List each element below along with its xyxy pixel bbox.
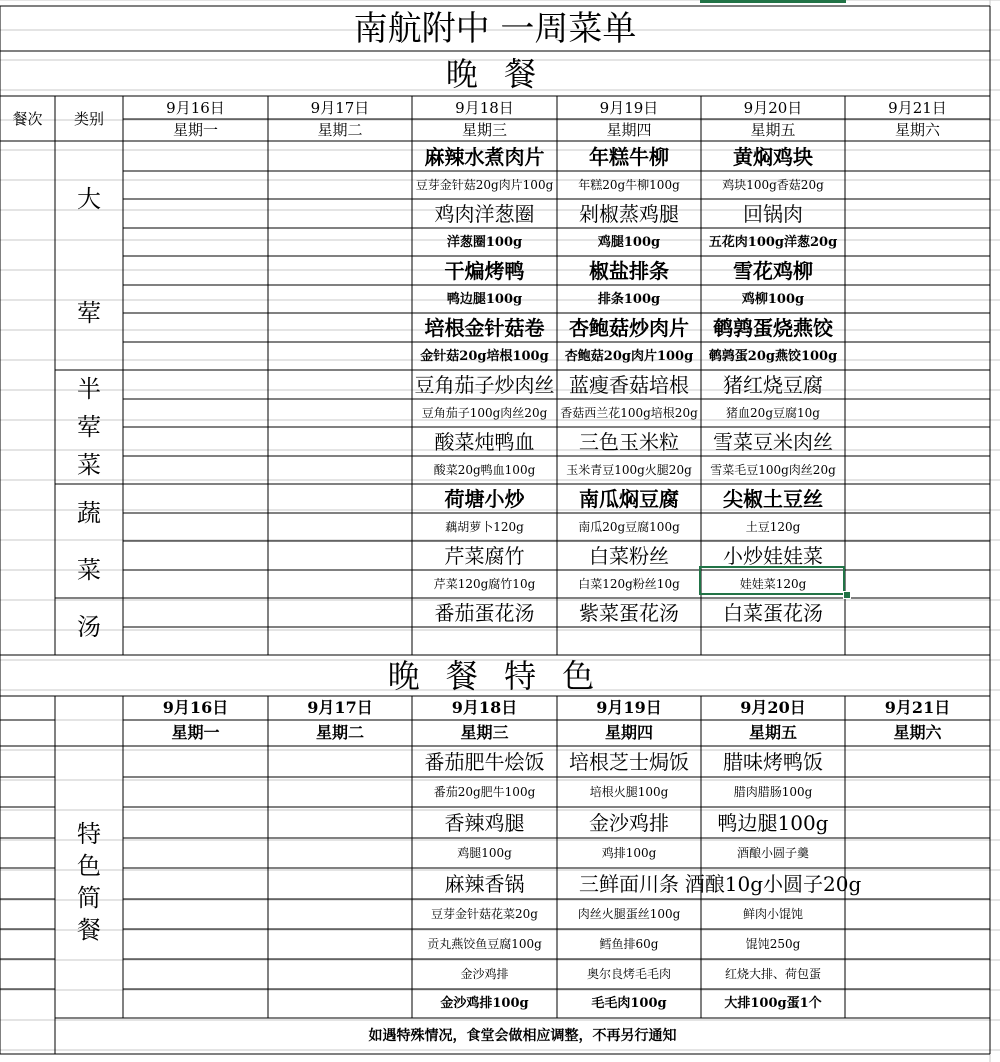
category-char: 色: [77, 852, 101, 880]
menu-cell[interactable]: 小炒娃娃菜: [723, 543, 823, 568]
weekday-header-cell[interactable]: 星期一: [172, 120, 218, 139]
category-cell[interactable]: [55, 598, 123, 655]
weekday-header-cell[interactable]: 星期二: [317, 120, 363, 139]
special-menu-cell[interactable]: 番茄肥牛烩饭: [424, 749, 545, 774]
menu-cell[interactable]: 芹菜腐竹: [444, 543, 525, 568]
special-weekday-header-cell[interactable]: 星期一: [171, 723, 220, 742]
category-char: 菜: [77, 555, 101, 584]
category-char: 菜: [77, 451, 101, 479]
menu-cell[interactable]: 白菜蛋花汤: [723, 600, 823, 625]
notice-text: 如遇特殊情况，食堂会做相应调整，不再另行通知: [368, 1028, 677, 1044]
category-char: 特: [77, 820, 101, 848]
special-menu-cell[interactable]: 三鲜面川条: [579, 871, 679, 896]
menu-cell[interactable]: 豆角茄子炒肉丝: [414, 372, 555, 397]
menu-cell[interactable]: 土豆120g: [745, 520, 801, 534]
menu-cell[interactable]: 培根金针菇卷: [424, 315, 545, 340]
special-weekday-header-cell[interactable]: 星期二: [315, 723, 364, 742]
category-cell[interactable]: [55, 142, 123, 370]
menu-cell[interactable]: 鹌鹑蛋20g燕饺100g: [708, 348, 838, 364]
menu-cell[interactable]: 排条100g: [597, 291, 661, 307]
special-date-header-cell[interactable]: 9月18日: [451, 698, 518, 717]
menu-cell[interactable]: 椒盐排条: [589, 258, 669, 283]
category-char: 蔬: [77, 498, 101, 527]
menu-cell[interactable]: 白菜粉丝: [589, 543, 669, 568]
menu-cell[interactable]: 尖椒土豆丝: [723, 486, 823, 511]
menu-cell[interactable]: 洋葱圈100g: [446, 234, 523, 250]
date-header-cell[interactable]: 9月17日: [310, 98, 370, 117]
meal-header[interactable]: 餐次: [12, 109, 43, 128]
menu-cell[interactable]: 藕胡萝卜120g: [445, 520, 524, 534]
menu-cell[interactable]: 豆芽金针菇20g肉片100g: [415, 178, 554, 192]
special-menu-cell[interactable]: 香辣鸡腿: [444, 810, 525, 835]
special-weekday-header-cell[interactable]: 星期四: [604, 723, 653, 742]
menu-cell[interactable]: 鸡腿100g: [597, 234, 661, 250]
menu-cell[interactable]: 芹菜120g腐竹10g: [433, 577, 536, 591]
menu-cell[interactable]: 鸭边腿100g: [446, 291, 523, 307]
special-menu-cell[interactable]: 金沙鸡排100g: [440, 996, 529, 1011]
menu-cell[interactable]: 酸菜炖鸭血: [434, 429, 535, 454]
special-menu-cell[interactable]: 腊味烤鸭饭: [723, 749, 823, 774]
category-char: 餐: [77, 916, 101, 944]
special-date-header-cell[interactable]: 9月21日: [884, 698, 951, 717]
special-menu-cell[interactable]: 酒酿10g小圆子20g: [684, 871, 862, 896]
menu-cell[interactable]: 回锅肉: [743, 201, 803, 226]
menu-cell[interactable]: 雪花鸡柳: [733, 258, 813, 283]
menu-cell[interactable]: 香菇西兰花100g培根20g: [560, 406, 698, 420]
menu-cell[interactable]: 白菜120g粉丝10g: [578, 577, 680, 591]
menu-cell[interactable]: 南瓜焖豆腐: [579, 486, 679, 511]
menu-cell[interactable]: 鸡柳100g: [741, 291, 805, 307]
special-menu-cell[interactable]: 大排100g蛋1个: [724, 996, 822, 1011]
menu-cell[interactable]: 玉米青豆100g火腿20g: [566, 463, 692, 477]
special-weekday-header-cell[interactable]: 星期三: [460, 723, 509, 742]
menu-cell[interactable]: 荷塘小炒: [444, 486, 525, 511]
menu-cell[interactable]: 五花肉100g洋葱20g: [708, 234, 838, 250]
special-menu-cell[interactable]: 金沙鸡排: [460, 967, 509, 981]
menu-cell[interactable]: 猪血20g豆腐10g: [726, 406, 820, 420]
date-header-cell[interactable]: 9月16日: [166, 98, 225, 117]
column-selection-indicator: [700, 0, 846, 3]
menu-cell[interactable]: 紫菜蛋花汤: [579, 600, 679, 625]
special-weekday-header-cell[interactable]: 星期五: [748, 723, 797, 742]
menu-cell[interactable]: 雪菜毛豆100g肉丝20g: [710, 463, 836, 477]
special-menu-cell[interactable]: 鸡排100g: [601, 846, 657, 860]
special-category-cell[interactable]: [55, 746, 123, 1018]
menu-cell[interactable]: 豆角茄子100g肉丝20g: [421, 406, 548, 420]
special-menu-cell[interactable]: 奥尔良烤毛毛肉: [586, 967, 671, 981]
special-menu-cell[interactable]: 培根芝士焗饭: [569, 749, 689, 774]
weekday-header-cell[interactable]: 星期六: [894, 120, 940, 139]
category-char: 荤: [77, 299, 101, 327]
menu-cell[interactable]: 鸡肉洋葱圈: [434, 201, 535, 226]
weekday-header-cell[interactable]: 星期三: [461, 120, 507, 139]
special-date-header-cell[interactable]: 9月17日: [307, 698, 373, 717]
date-header-cell[interactable]: 9月21日: [888, 98, 947, 117]
menu-cell[interactable]: 黄焖鸡块: [733, 144, 813, 169]
category-char: 简: [77, 884, 101, 912]
special-date-header-cell[interactable]: 9月20日: [740, 698, 806, 717]
menu-cell[interactable]: 年糕20g牛柳100g: [578, 178, 680, 192]
category-char: 汤: [77, 612, 101, 641]
menu-cell[interactable]: 番茄蛋花汤: [434, 600, 535, 625]
menu-cell[interactable]: 猪红烧豆腐: [723, 372, 823, 397]
menu-cell[interactable]: 酸菜20g鸭血100g: [433, 463, 536, 477]
dinner-subtitle: 晚 餐: [445, 55, 545, 93]
category-char: 半: [77, 375, 101, 403]
menu-cell[interactable]: 雪菜豆米肉丝: [713, 429, 833, 454]
special-menu-cell[interactable]: 贡丸燕饺鱼豆腐100g: [427, 937, 542, 951]
menu-cell[interactable]: 鸡块100g香菇20g: [722, 178, 824, 192]
special-menu-cell[interactable]: 番茄20g肥牛100g: [433, 785, 536, 799]
menu-cell[interactable]: 剁椒蒸鸡腿: [579, 201, 679, 226]
special-menu-cell[interactable]: 肉丝火腿蛋丝100g: [577, 907, 681, 921]
special-menu-cell[interactable]: 鲜肉小馄饨: [742, 907, 803, 921]
category-char: 大: [77, 185, 101, 213]
menu-cell[interactable]: 蓝瘦香菇培根: [569, 372, 689, 397]
menu-cell[interactable]: 年糕牛柳: [589, 144, 669, 169]
category-header[interactable]: 类别: [73, 109, 104, 128]
special-menu-cell[interactable]: 鳕鱼排60g: [599, 937, 659, 951]
special-weekday-header-cell[interactable]: 星期六: [893, 723, 942, 742]
fill-handle[interactable]: [843, 591, 851, 599]
special-menu-cell[interactable]: 酒酿小圆子羹: [736, 846, 809, 860]
special-menu-cell[interactable]: 鸭边腿100g: [717, 810, 829, 835]
category-cell[interactable]: [55, 370, 123, 484]
category-cell[interactable]: [55, 484, 123, 598]
category-char: 荤: [77, 413, 101, 441]
menu-cell[interactable]: 麻辣水煮肉片: [424, 144, 545, 169]
weekday-header-cell[interactable]: 星期五: [750, 120, 796, 139]
date-header-cell[interactable]: 9月20日: [743, 98, 803, 117]
weekday-header-cell[interactable]: 星期四: [606, 120, 652, 139]
special-date-header-cell[interactable]: 9月16日: [162, 698, 229, 717]
menu-cell[interactable]: 三色玉米粒: [579, 429, 679, 454]
menu-cell[interactable]: 杏鲍菇炒肉片: [569, 315, 689, 340]
menu-cell[interactable]: 鹌鹑蛋烧燕饺: [713, 315, 833, 340]
special-subtitle: 晚 餐 特 色: [387, 657, 603, 695]
special-menu-cell[interactable]: 培根火腿100g: [589, 785, 669, 799]
special-menu-cell[interactable]: 鸡腿100g: [457, 846, 512, 860]
special-menu-cell[interactable]: 馄饨250g: [745, 937, 801, 951]
menu-cell[interactable]: 南瓜20g豆腐100g: [578, 520, 680, 534]
date-header-cell[interactable]: 9月18日: [455, 98, 514, 117]
special-menu-cell[interactable]: 麻辣香锅: [444, 871, 525, 896]
special-date-header-cell[interactable]: 9月19日: [596, 698, 662, 717]
date-header-cell[interactable]: 9月19日: [599, 98, 659, 117]
special-menu-cell[interactable]: 腊肉腊肠100g: [733, 785, 813, 799]
menu-cell[interactable]: 金针菇20g培根100g: [420, 348, 549, 364]
special-menu-cell[interactable]: 金沙鸡排: [589, 810, 669, 835]
menu-cell[interactable]: 娃娃菜120g: [739, 577, 807, 591]
special-menu-cell[interactable]: 豆芽金针菇花菜20g: [431, 907, 538, 921]
active-cell-selection[interactable]: [699, 566, 845, 595]
menu-cell[interactable]: 干煸烤鸭: [444, 258, 525, 283]
page-title: 南航附中 一周菜单: [353, 9, 637, 49]
special-menu-cell[interactable]: 红烧大排、荷包蛋: [724, 967, 821, 981]
menu-cell[interactable]: 杏鲍菇20g肉片100g: [564, 348, 694, 364]
special-menu-cell[interactable]: 毛毛肉100g: [591, 996, 667, 1011]
